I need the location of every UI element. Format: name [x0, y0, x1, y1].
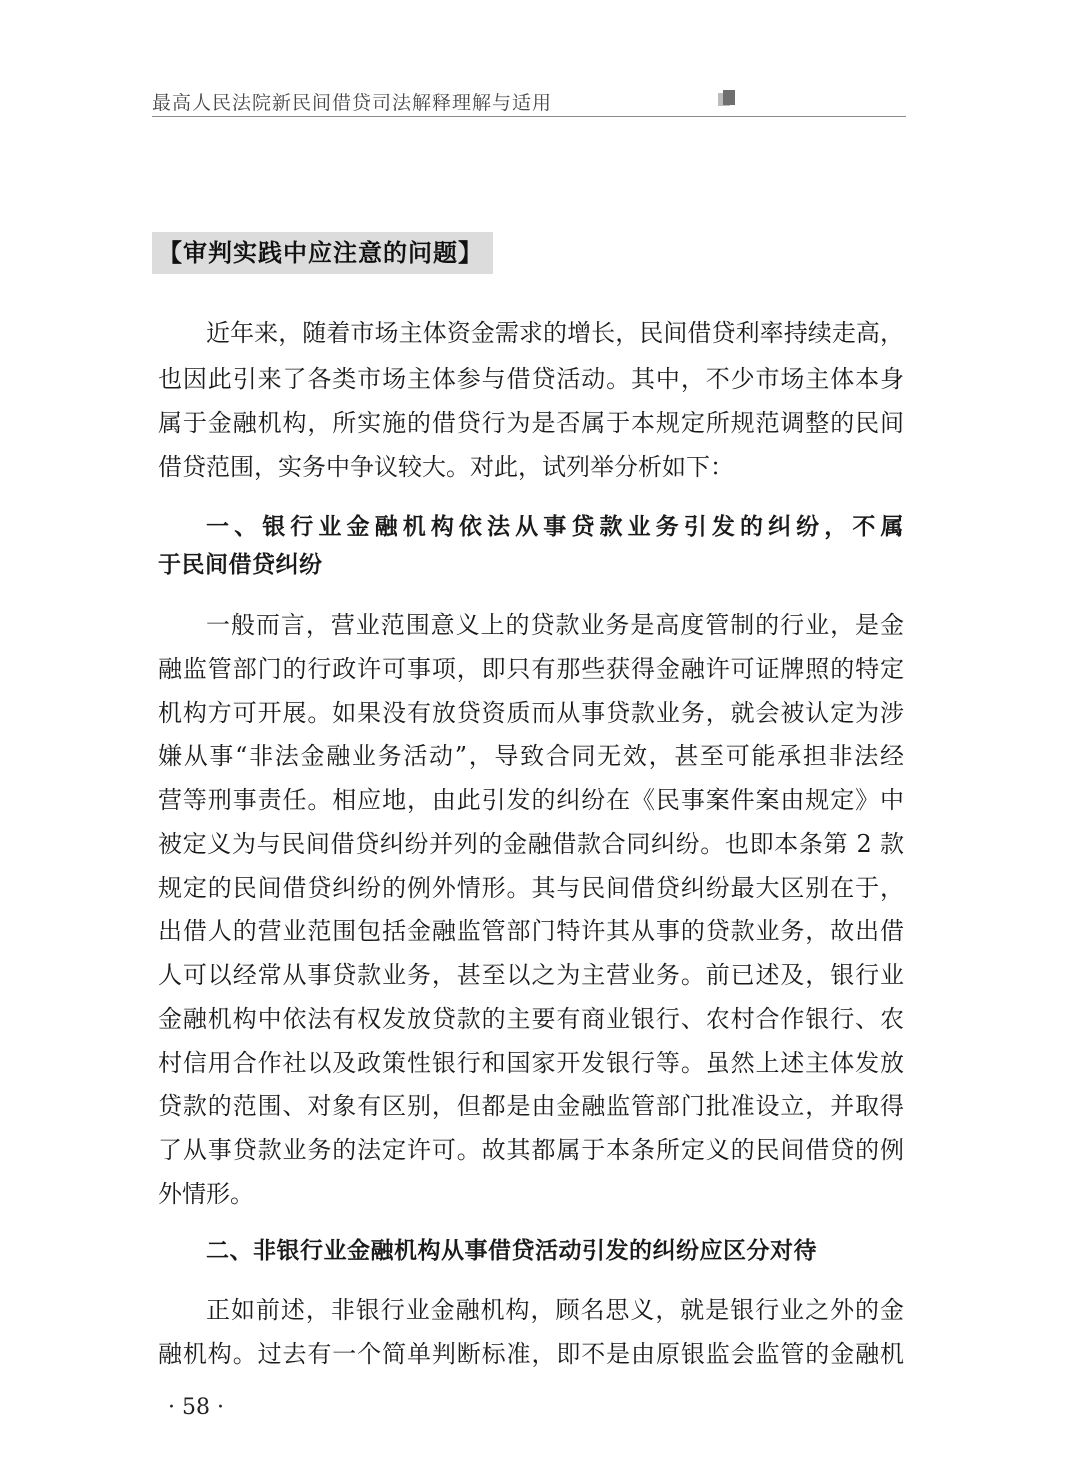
- paragraph-line: 人可以经常从事贷款业务，甚至以之为主营业务。前已述及，银行业: [158, 961, 904, 989]
- paragraph-line: 外情形。: [158, 1180, 254, 1208]
- subheading-1: 一、银行业金融机构依法从事贷款业务引发的纠纷，不属: [206, 514, 904, 540]
- header-ornament-icon: [718, 90, 736, 108]
- subheading-1-continued: 于民间借贷纠纷: [158, 552, 323, 578]
- page-number: · 58 ·: [168, 1395, 224, 1420]
- paragraph-line: 正如前述，非银行业金融机构，顾名思义，就是银行业之外的金: [206, 1296, 904, 1324]
- paragraph-line: 机构方可开展。如果没有放贷资质而从事贷款业务，就会被认定为涉: [158, 699, 904, 727]
- paragraph-line: 了从事贷款业务的法定许可。故其都属于本条所定义的民间借贷的例: [158, 1136, 904, 1164]
- subheading-2: 二、非银行业金融机构从事借贷活动引发的纠纷应区分对待: [206, 1238, 817, 1264]
- paragraph-line: 属于金融机构，所实施的借贷行为是否属于本规定所规范调整的民间: [158, 409, 904, 437]
- paragraph-line: 规定的民间借贷纠纷的例外情形。其与民间借贷纠纷最大区别在于，: [158, 874, 904, 902]
- paragraph-line: 也因此引来了各类市场主体参与借贷活动。其中，不少市场主体本身: [158, 365, 904, 393]
- paragraph-line: 金融机构中依法有权发放贷款的主要有商业银行、农村合作银行、农: [158, 1005, 904, 1033]
- paragraph-line: 融监管部门的行政许可事项，即只有那些获得金融许可证牌照的特定: [158, 655, 904, 683]
- section-heading-tag: 【审判实践中应注意的问题】: [152, 232, 493, 274]
- paragraph-line: 贷款的范围、对象有区别，但都是由金融监管部门批准设立，并取得: [158, 1092, 904, 1120]
- paragraph-line: 近年来，随着市场主体资金需求的增长，民间借贷利率持续走高，: [206, 319, 904, 347]
- running-header-title: 最高人民法院新民间借贷司法解释理解与适用: [152, 92, 553, 114]
- paragraph-line: 村信用合作社以及政策性银行和国家开发银行等。虽然上述主体发放: [158, 1049, 904, 1077]
- paragraph-line: 嫌从事“非法金融业务活动”，导致合同无效，甚至可能承担非法经: [158, 742, 904, 770]
- paragraph-line: 营等刑事责任。相应地，由此引发的纠纷在《民事案件案由规定》中: [158, 786, 904, 814]
- paragraph-line: 被定义为与民间借贷纠纷并列的金融借款合同纠纷。也即本条第 2 款: [158, 830, 904, 858]
- paragraph-line: 融机构。过去有一个简单判断标准，即不是由原银监会监管的金融机: [158, 1340, 904, 1368]
- paragraph-line: 出借人的营业范围包括金融监管部门特许其从事的贷款业务，故出借: [158, 917, 904, 945]
- paragraph-line: 一般而言，营业范围意义上的贷款业务是高度管制的行业，是金: [206, 611, 904, 639]
- paragraph-line: 借贷范围，实务中争议较大。对此，试列举分析如下：: [158, 453, 734, 481]
- running-header: [152, 86, 906, 117]
